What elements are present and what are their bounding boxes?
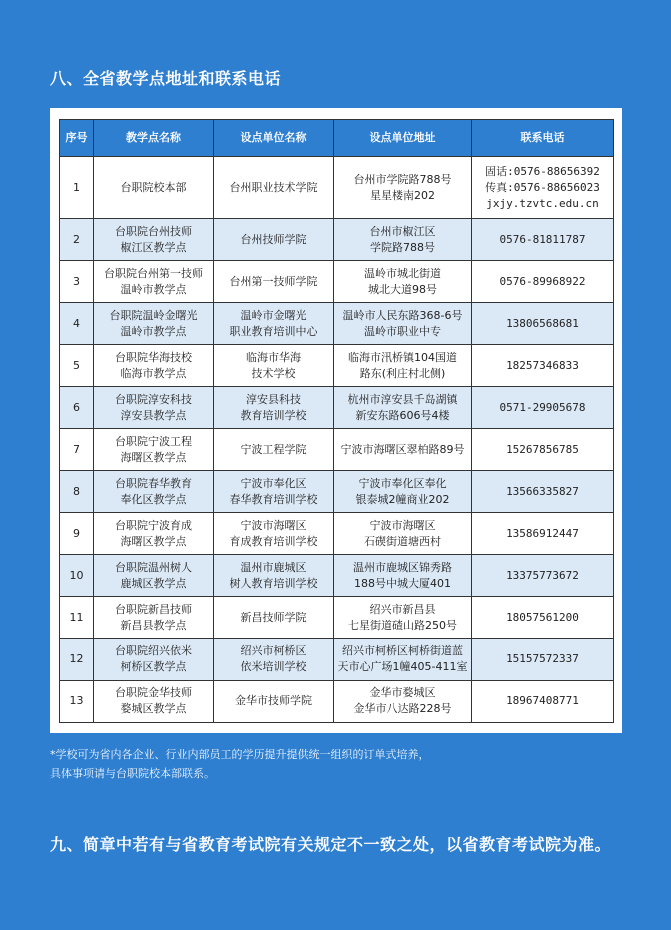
cell-unit-address: 绍兴市柯桥区柯桥街道蓝 天市心广场1幢405-411室 bbox=[334, 639, 472, 681]
footnote-line-2: 具体事项请与台职院校本部联系。 bbox=[50, 767, 215, 780]
table-row bbox=[60, 219, 614, 261]
header-site-name: 教学点名称 bbox=[94, 120, 214, 157]
table-row bbox=[60, 157, 614, 219]
cell-phone: 固话:0576-88656392 传真:0576-88656023 jxjy.tzvtc.edu.cn bbox=[472, 157, 614, 219]
cell-index: 10 bbox=[60, 555, 94, 597]
cell-site-name: 台职院宁波育成 海曙区教学点 bbox=[94, 513, 214, 555]
section-8-title: 八、全省教学点地址和联系电话 bbox=[50, 69, 282, 88]
table-row bbox=[60, 429, 614, 471]
cell-unit-address: 温州市鹿城区锦秀路 188号中城大厦401 bbox=[334, 555, 472, 597]
cell-unit-name: 台州技师学院 bbox=[214, 219, 334, 261]
cell-unit-address: 宁波市奉化区奉化 银泰城2幢商业202 bbox=[334, 471, 472, 513]
cell-index: 7 bbox=[60, 429, 94, 471]
cell-site-name: 台职院金华技师 婺城区教学点 bbox=[94, 680, 214, 722]
cell-site-name: 台职院华海技校 临海市教学点 bbox=[94, 345, 214, 387]
header-phone: 联系电话 bbox=[472, 120, 614, 157]
cell-unit-name: 台州第一技师学院 bbox=[214, 261, 334, 303]
cell-site-name: 台职院温岭金曙光 温岭市教学点 bbox=[94, 303, 214, 345]
table-panel bbox=[50, 108, 622, 733]
cell-phone: 13586912447 bbox=[472, 513, 614, 555]
cell-phone: 0576-89968922 bbox=[472, 261, 614, 303]
cell-phone: 15157572337 bbox=[472, 639, 614, 681]
header-unit-name: 设点单位名称 bbox=[214, 120, 334, 157]
cell-site-name: 台职院宁波工程 海曙区教学点 bbox=[94, 429, 214, 471]
cell-phone: 0576-81811787 bbox=[472, 219, 614, 261]
cell-index: 9 bbox=[60, 513, 94, 555]
cell-index: 2 bbox=[60, 219, 94, 261]
table-row bbox=[60, 261, 614, 303]
cell-unit-address: 温岭市城北街道 城北大道98号 bbox=[334, 261, 472, 303]
cell-phone: 13566335827 bbox=[472, 471, 614, 513]
cell-site-name: 台职院温州树人 鹿城区教学点 bbox=[94, 555, 214, 597]
cell-index: 3 bbox=[60, 261, 94, 303]
cell-unit-address: 温岭市人民东路368-6号 温岭市职业中专 bbox=[334, 303, 472, 345]
cell-site-name: 台职院台州技师 椒江区教学点 bbox=[94, 219, 214, 261]
cell-phone: 13806568681 bbox=[472, 303, 614, 345]
cell-phone: 0571-29905678 bbox=[472, 387, 614, 429]
table-row bbox=[60, 680, 614, 722]
cell-unit-name: 淳安县科技 教育培训学校 bbox=[214, 387, 334, 429]
table-row bbox=[60, 639, 614, 681]
cell-unit-address: 宁波市海曙区 石碶街道塘西村 bbox=[334, 513, 472, 555]
cell-unit-address: 金华市婺城区 金华市八达路228号 bbox=[334, 680, 472, 722]
cell-unit-address: 宁波市海曙区翠柏路89号 bbox=[334, 429, 472, 471]
cell-phone: 13375773672 bbox=[472, 555, 614, 597]
cell-phone: 15267856785 bbox=[472, 429, 614, 471]
cell-site-name: 台职院新昌技师 新昌县教学点 bbox=[94, 597, 214, 639]
table-row bbox=[60, 345, 614, 387]
cell-site-name: 台职院春华教育 奉化区教学点 bbox=[94, 471, 214, 513]
cell-unit-address: 杭州市淳安县千岛湖镇 新安东路606号4楼 bbox=[334, 387, 472, 429]
table-row bbox=[60, 471, 614, 513]
section-9-title: 九、简章中若有与省教育考试院有关规定不一致之处，以省教育考试院为准。 bbox=[50, 835, 612, 854]
table-row bbox=[60, 387, 614, 429]
cell-index: 8 bbox=[60, 471, 94, 513]
cell-unit-address: 绍兴市新昌县 七星街道碴山路250号 bbox=[334, 597, 472, 639]
table-row bbox=[60, 597, 614, 639]
header-unit-address: 设点单位地址 bbox=[334, 120, 472, 157]
cell-index: 13 bbox=[60, 680, 94, 722]
cell-index: 11 bbox=[60, 597, 94, 639]
cell-unit-address: 台州市椒江区 学院路788号 bbox=[334, 219, 472, 261]
cell-index: 6 bbox=[60, 387, 94, 429]
cell-phone: 18057561200 bbox=[472, 597, 614, 639]
cell-site-name: 台职院台州第一技师 温岭市教学点 bbox=[94, 261, 214, 303]
cell-unit-name: 温岭市金曙光 职业教育培训中心 bbox=[214, 303, 334, 345]
cell-site-name: 台职院绍兴依米 柯桥区教学点 bbox=[94, 639, 214, 681]
cell-unit-name: 温州市鹿城区 树人教育培训学校 bbox=[214, 555, 334, 597]
header-index: 序号 bbox=[60, 120, 94, 157]
cell-unit-name: 台州职业技术学院 bbox=[214, 157, 334, 219]
cell-unit-name: 金华市技师学院 bbox=[214, 680, 334, 722]
cell-phone: 18257346833 bbox=[472, 345, 614, 387]
table-row bbox=[60, 303, 614, 345]
cell-index: 5 bbox=[60, 345, 94, 387]
table-body bbox=[60, 157, 614, 723]
cell-unit-name: 新昌技师学院 bbox=[214, 597, 334, 639]
cell-unit-name: 临海市华海 技术学校 bbox=[214, 345, 334, 387]
footnote-line-1: *学校可为省内各企业、行业内部员工的学历提升提供统一组织的订单式培养， bbox=[50, 748, 430, 761]
cell-unit-name: 宁波市奉化区 春华教育培训学校 bbox=[214, 471, 334, 513]
cell-unit-name: 宁波市海曙区 育成教育培训学校 bbox=[214, 513, 334, 555]
table-row bbox=[60, 555, 614, 597]
table-row bbox=[60, 513, 614, 555]
teaching-sites-table bbox=[59, 119, 614, 723]
cell-index: 1 bbox=[60, 157, 94, 219]
cell-unit-name: 绍兴市柯桥区 依米培训学校 bbox=[214, 639, 334, 681]
cell-unit-name: 宁波工程学院 bbox=[214, 429, 334, 471]
cell-site-name: 台职院校本部 bbox=[94, 157, 214, 219]
cell-unit-address: 临海市汛桥镇104国道 路东(利庄村北侧) bbox=[334, 345, 472, 387]
cell-site-name: 台职院淳安科技 淳安县教学点 bbox=[94, 387, 214, 429]
table-header-row bbox=[60, 120, 614, 157]
cell-phone: 18967408771 bbox=[472, 680, 614, 722]
cell-unit-address: 台州市学院路788号 星星楼南202 bbox=[334, 157, 472, 219]
footnote bbox=[50, 745, 430, 783]
cell-index: 4 bbox=[60, 303, 94, 345]
cell-index: 12 bbox=[60, 639, 94, 681]
